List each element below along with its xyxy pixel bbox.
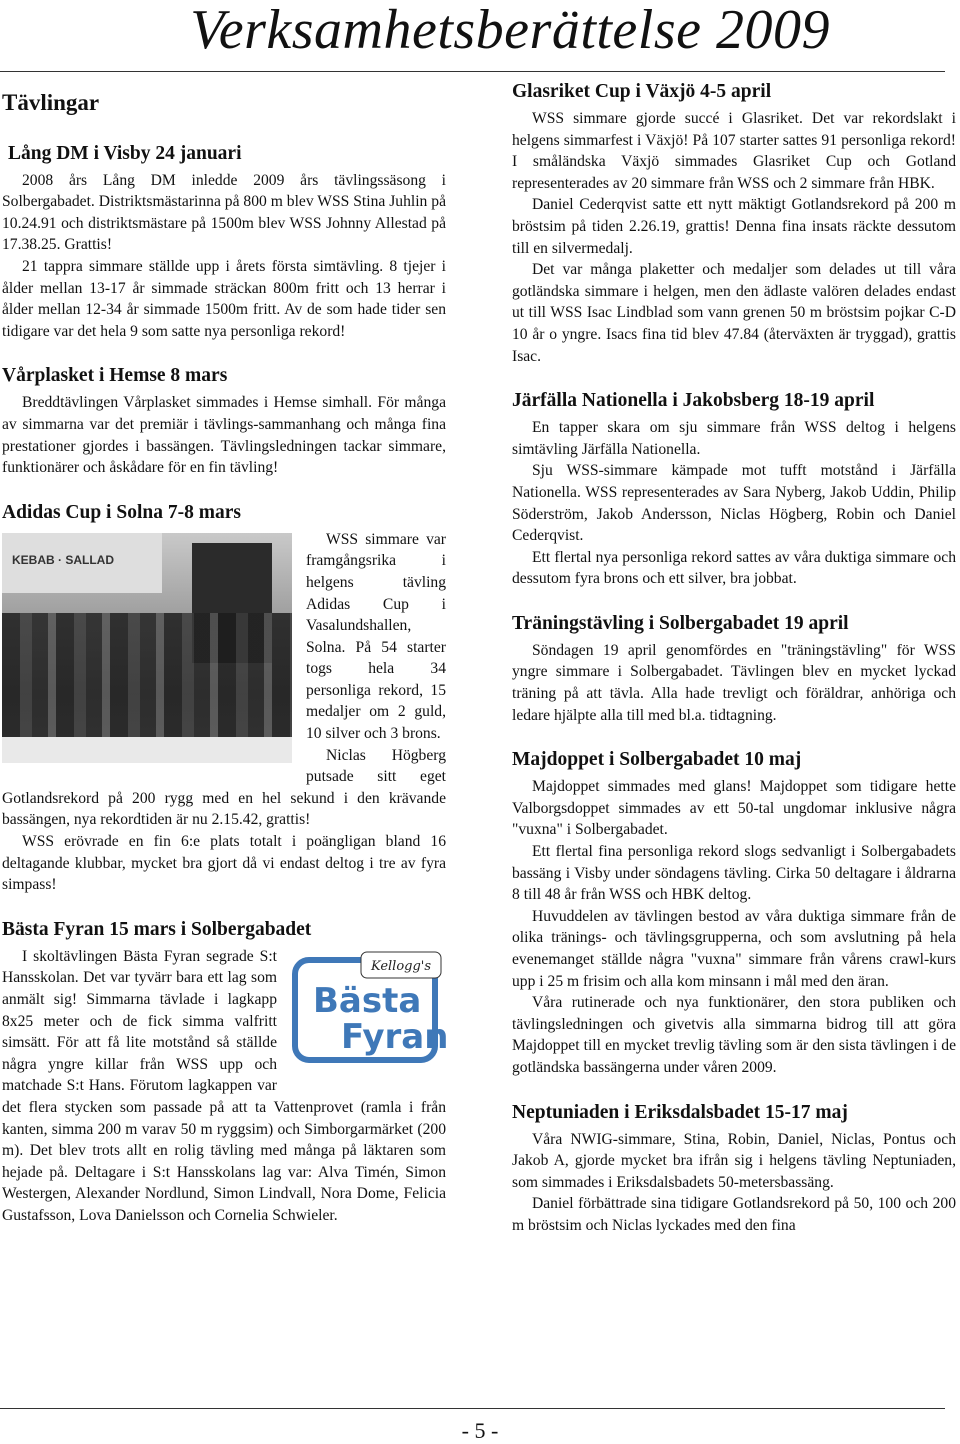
article-title: Adidas Cup i Solna 7-8 mars — [2, 501, 241, 523]
article-basta-fyran — [2, 918, 446, 1227]
article-title: Bästa Fyran 15 mars i Solbergabadet — [2, 918, 312, 940]
article-paragraph: Niclas Högberg putsade sitt eget Gotlandsrekord på 200 rygg med en hel sekund i den krävande bassängen, nya rekordtiden är nu 2.15.42, grattis! — [2, 746, 446, 829]
article-paragraph: Breddtävlingen Vårplasket simmades i Hemse simhall. För många av simmarna var det premiär i tävlings-sammanhang och många fina prestationer gjordes i bassängen. Tävlingsledningen tackar simmare, funktionärer och åskådare för en fin tävling! — [2, 394, 446, 477]
article-paragraph: Ett flertal nya personliga rekord sattes av våra duktiga simmare och dessutom fyra brons och ett silver, bra jobbat. — [512, 548, 956, 588]
article-title: Neptuniaden i Eriksdalsbadet 15-17 maj — [512, 1101, 848, 1123]
article-glasriket — [512, 80, 956, 367]
article-paragraph: Majdoppet simmades med glans! Majdoppet som tidigare hette Valborgsdoppet simmades av ett 50-tal ungdomar inklusive några "vuxna" i Solbergabadet. — [512, 778, 956, 839]
article-traning — [512, 612, 956, 726]
article-adidas — [2, 501, 446, 896]
article-title: Glasriket Cup i Växjö 4-5 april — [512, 81, 772, 102]
article-title: Vårplasket i Hemse 8 mars — [2, 365, 228, 387]
team-photo — [2, 533, 292, 763]
article-title: Träningstävling i Solbergabadet 19 april — [512, 612, 849, 634]
basta-fyran-logo-icon — [291, 950, 446, 1070]
article-title: Järfälla Nationella i Jakobsberg 18-19 april — [512, 390, 875, 412]
article-paragraph: Våra rutinerade och nya funktionärer, den stora publiken och tävlingsledningen och givetvis alla simmarna bidrog till att göra Majdoppet till en mycket trevlig tävling som är den sista tävlingen i de gotländska bassängerna under våren 2009. — [512, 994, 956, 1076]
article-neptuniaden — [512, 1101, 956, 1237]
article-lang-dm — [2, 142, 446, 343]
article-paragraph: Daniel Cederqvist satte ett nytt mäktigt Gotlandsrekord på 200 m bröstsim på tiden 2.26.19, grattis! Denna fina insats räckte dessutom till en silvermedalj. — [512, 196, 956, 257]
article-jarfalla — [512, 389, 956, 590]
article-paragraph: WSS erövrade en fin 6:e plats totalt i poängligan bland 16 deltagande klubbar, mycket bra gjort då vi endast deltog i tre av fyra simpass! — [2, 833, 446, 894]
section-title: Tävlingar — [2, 90, 100, 115]
article-title: Lång DM i Visby 24 januari — [8, 142, 242, 164]
article-paragraph: Ett flertal fina personliga rekord slogs sedvanligt i Solbergabadets bassäng i Visby under söndagens tävling. Cirka 50 deltagare i åldrarna 8 till 48 år från WSS och HBK deltog. — [512, 843, 956, 904]
page-number: - 5 - — [461, 1418, 499, 1443]
svg-text:Kellogg's: Kellogg's — [370, 958, 432, 974]
page-title: Verksamhetsberättelse 2009 — [190, 0, 830, 61]
article-paragraph: Daniel förbättrade sina tidigare Gotlandsrekord på 50, 100 och 200 m bröstsim och Niclas lyckades med den fina — [512, 1195, 956, 1234]
article-paragraph: WSS simmare var framgångsrika i helgens tävling Adidas Cup i Vasalundshallen, Solna. På 54 starter togs hela 34 personliga rekord, 15 medaljer om 2 guld, 10 silver och 3 brons. — [306, 530, 446, 743]
article-paragraph: Våra NWIG-simmare, Stina, Robin, Daniel, Niclas, Pontus och Jakob A, gjorde mycket bra ifrån sig i helgens tävling Neptuniaden, som simmades i Eriksdalsbadets 50-metersbassäng. — [512, 1130, 956, 1191]
article-title: Majdoppet i Solbergabadet 10 maj — [512, 749, 802, 771]
right-column — [512, 80, 956, 1259]
basta-fyran-logo — [291, 950, 446, 1070]
shop-sign: KEBAB · SALLAD — [2, 533, 162, 593]
article-majdoppet — [512, 748, 956, 1078]
article-paragraph: Sju WSS-simmare kämpade mot tufft motstånd i Järfälla Nationella. WSS representerades av Sara Nyberg, Jakob Uddin, Philip Söderström, Jakob Andersson, Niclas Högberg, Robin och Daniel Cederqvist. — [512, 462, 956, 545]
header-rule — [0, 71, 945, 72]
article-paragraph: Söndagen 19 april genomfördes en "träningstävling" för WSS yngre simmare i Solbergabadet. Tävlingen blev en mycket lyckad träning på att tävla. Alla hade trevligt och föräldrar, anhöriga och ledare hjälpte alla till med bl.a. tidtagning. — [512, 641, 956, 724]
left-column — [2, 80, 446, 1249]
footer-rule — [0, 1408, 945, 1409]
article-paragraph: I skoltävlingen Bästa Fyran segrade S:t Hansskolan. Det var tyvärr bara ett lag som anmält sig! Simmarna tävlade i lagkapp 8x25 meter och de fick simma valfritt simsätt. För att få lite motstånd så ställde några yngre killar från WSS upp och matchade S:t Hans. Förutom lagkappen var det flera stycken som passade på att ta Vattenprovet (ramla i från kanten, simma 200 m varav 50 m ryggsim) och Simborgarmärket (200 m). Det blev trots allt en rolig tävling med många på läktaren som hejade på. Deltagare i S:t Hansskolans lag var: Alva Timén, Simon Westergen, Alexander Nordlund, Simon Lindvall, Nora Dome, Felicia Gustafsson, Lova Danielsson och Cornelia Schwieler. — [2, 947, 446, 1224]
article-paragraph: WSS simmare gjorde succé i Glasriket. Det var rekordslakt i helgens simmarfest i Växjö! På 107 starter sattes 91 personliga rekord! I småländska Växjö simmades Glasriket Cup och Gotland representerades av 20 simmare från WSS och 2 simmare från HBK. — [512, 110, 956, 192]
article-paragraph: 2008 års Lång DM inledde 2009 års tävlingssäsong i Solbergabadet. Distriktsmästarinna på 800 m blev WSS Stina Juhlin på 10.24.91 och distriktsmästare på 1500m blev WSS Johnny Allestad på 17.38.25. Grattis! — [2, 171, 446, 254]
article-paragraph: Huvuddelen av tävlingen bestod av våra duktiga simmare från de olika tränings- och tävlingsgrupperna, och som avslutning på hela evenemanget ställde några "vuxna" simmare från vårens crawl-kurs upp i 25 m frisim och alla kom minsann i mål med den äran. — [512, 907, 956, 990]
article-paragraph: Det var många plaketter och medaljer som delades ut till våra gotländska simmare i helgen, men den ädlaste valören delades endast ut till WSS Isac Lindblad som vann grenen 50 m bröstsim pojkar C-D 10 år o yngre. Isacs fina tid blev 47.84 (återväxten är tryggad), grattis Isac. — [512, 261, 956, 365]
article-paragraph: En tapper skara om sju simmare från WSS deltog i helgens simtävling Järfälla Nationella. — [512, 419, 956, 458]
article-varplasket — [2, 364, 446, 478]
svg-text:Fyran: Fyran — [341, 1016, 446, 1057]
svg-text:Bästa: Bästa — [313, 980, 422, 1021]
article-paragraph: 21 tappra simmare ställde upp i årets första simtävling. 8 tjejer i ålder mellan 13-17 år simmade sträckan 800m fritt och 13 herrar i ålder mellan 12-34 år simmade 1500m fritt. Av de som hade tider sen tidigare var det hela 9 som satte nya personliga rekord! — [2, 257, 446, 340]
